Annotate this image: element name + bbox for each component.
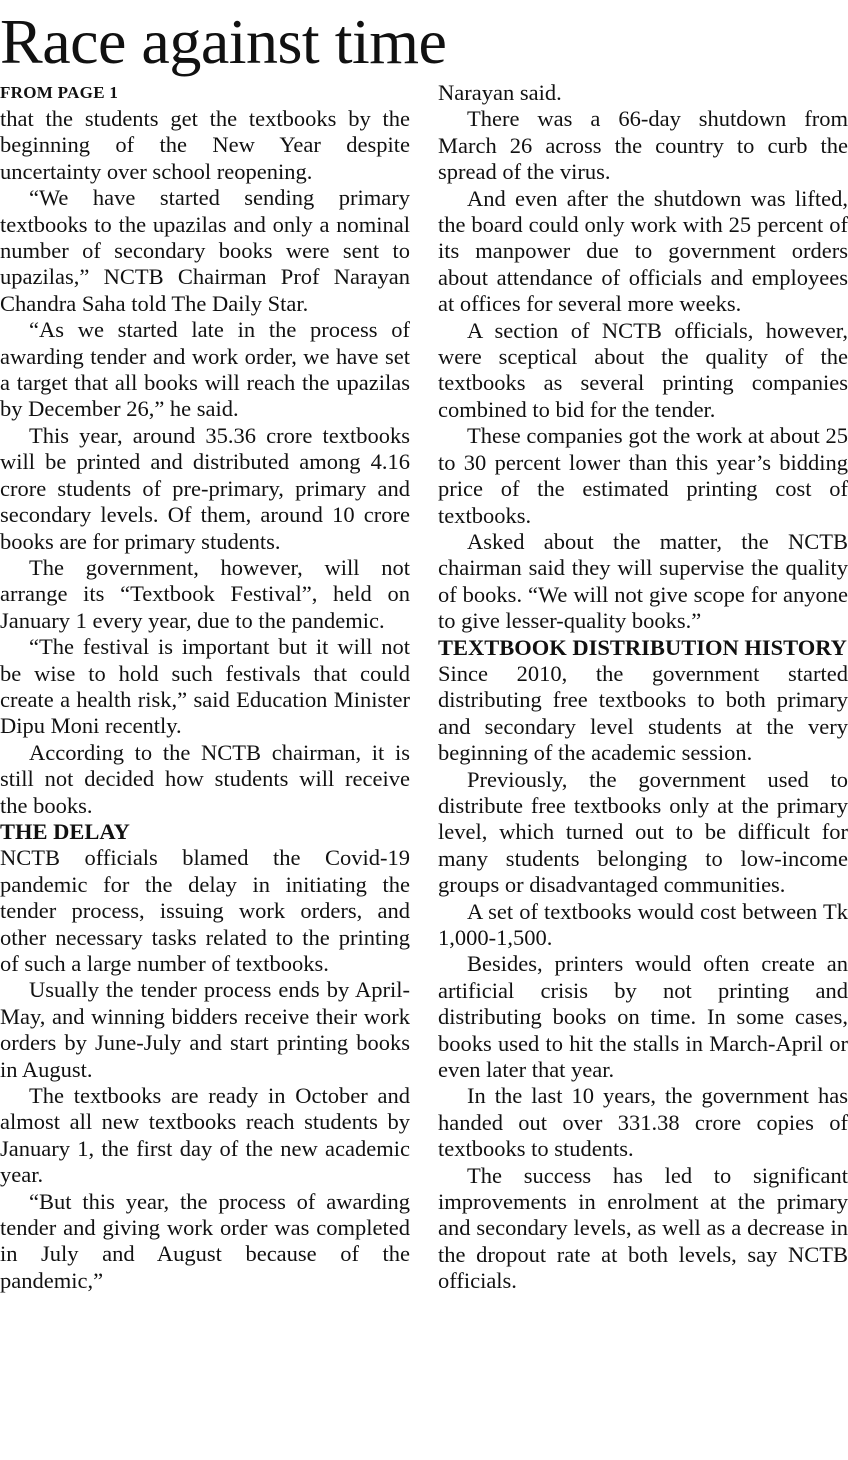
- paragraph: A set of textbooks would cost between Tk 1,000-1,500.: [438, 898, 848, 950]
- paragraph: Usually the tender process ends by April-May, and winning bidders receive their work orders by June-July and start printing books in August.: [0, 977, 410, 1082]
- section-subhead: THE DELAY: [0, 818, 130, 844]
- paragraph: “But this year, the process of awarding tender and giving work order was completed in July and August because of the pandemic,”: [0, 1188, 410, 1293]
- paragraph: “The festival is important but it will not be wise to hold such festivals that could create a health risk,” said Education Minister Dipu Moni recently.: [0, 634, 410, 739]
- paragraph: Since 2010, the government started distributing free textbooks to both primary and secondary level students at the very beginning of the academic session.: [438, 660, 848, 766]
- paragraph: In the last 10 years, the government has handed out over 331.38 crore copies of textbooks to students.: [438, 1083, 848, 1162]
- paragraph: This year, around 35.36 crore textbooks will be printed and distributed among 4.16 crore students of pre-primary, primary and secondary levels. Of them, around 10 crore books are for primary students.: [0, 422, 410, 554]
- paragraph: The government, however, will not arrange its “Textbook Festival”, held on January 1 every year, due to the pandemic.: [0, 554, 410, 633]
- paragraph: And even after the shutdown was lifted, the board could only work with 25 percent of its manpower due to government orders about attendance of officials and employees at offices for several more weeks.: [438, 185, 848, 317]
- section-subhead: TEXTBOOK DISTRIBUTION HISTORY: [438, 634, 847, 660]
- headline: Race against time: [0, 6, 447, 77]
- paragraph: “We have started sending primary textbooks to the upazilas and only a nominal number of secondary books were sent to upazilas,” NCTB Chairman Prof Narayan Chandra Saha told The Daily Star.: [0, 185, 410, 316]
- paragraph: According to the NCTB chairman, it is still not decided how students will receive the books.: [0, 739, 410, 818]
- continued-from-label: FROM PAGE 1: [0, 83, 119, 102]
- paragraph: Narayan said.: [438, 80, 562, 105]
- paragraph: Previously, the government used to distribute free textbooks only at the primary level, which turned out to be difficult for many students belonging to low-income groups or disadvantaged communities.: [438, 766, 848, 898]
- paragraph: Besides, printers would often create an artificial crisis by not printing and distributing books on time. In some cases, books used to hit the stalls in March-April or even later that year.: [438, 951, 848, 1083]
- paragraph: “As we started late in the process of awarding tender and work order, we have set a target that all books will reach the upazilas by December 26,” he said.: [0, 317, 410, 422]
- paragraph: NCTB officials blamed the Covid-19 pandemic for the delay in initiating the tender process, issuing work orders, and other necessary tasks related to the printing of such a large number of textbooks.: [0, 845, 410, 976]
- paragraph: Asked about the matter, the NCTB chairman said they will supervise the quality of books. “We will not give scope for anyone to give lesser-quality books.”: [438, 528, 848, 634]
- article-column-2: [438, 80, 848, 1295]
- paragraph: that the students get the textbooks by the beginning of the New Year despite uncertainty over school reopening.: [0, 106, 410, 184]
- paragraph: The textbooks are ready in October and almost all new textbooks reach students by January 1, the first day of the new academic year.: [0, 1083, 410, 1188]
- article-column-1: [0, 80, 410, 1294]
- paragraph: These companies got the work at about 25 to 30 percent lower than this year’s bidding price of the estimated printing cost of textbooks.: [438, 423, 848, 528]
- paragraph: There was a 66-day shutdown from March 26 across the country to curb the spread of the virus.: [438, 106, 848, 185]
- paragraph: The success has led to significant improvements in enrolment at the primary and secondary levels, as well as a decrease in the dropout rate at both levels, say NCTB officials.: [438, 1162, 848, 1294]
- paragraph: A section of NCTB officials, however, were sceptical about the quality of the textbooks as several printing companies combined to bid for the tender.: [438, 317, 848, 422]
